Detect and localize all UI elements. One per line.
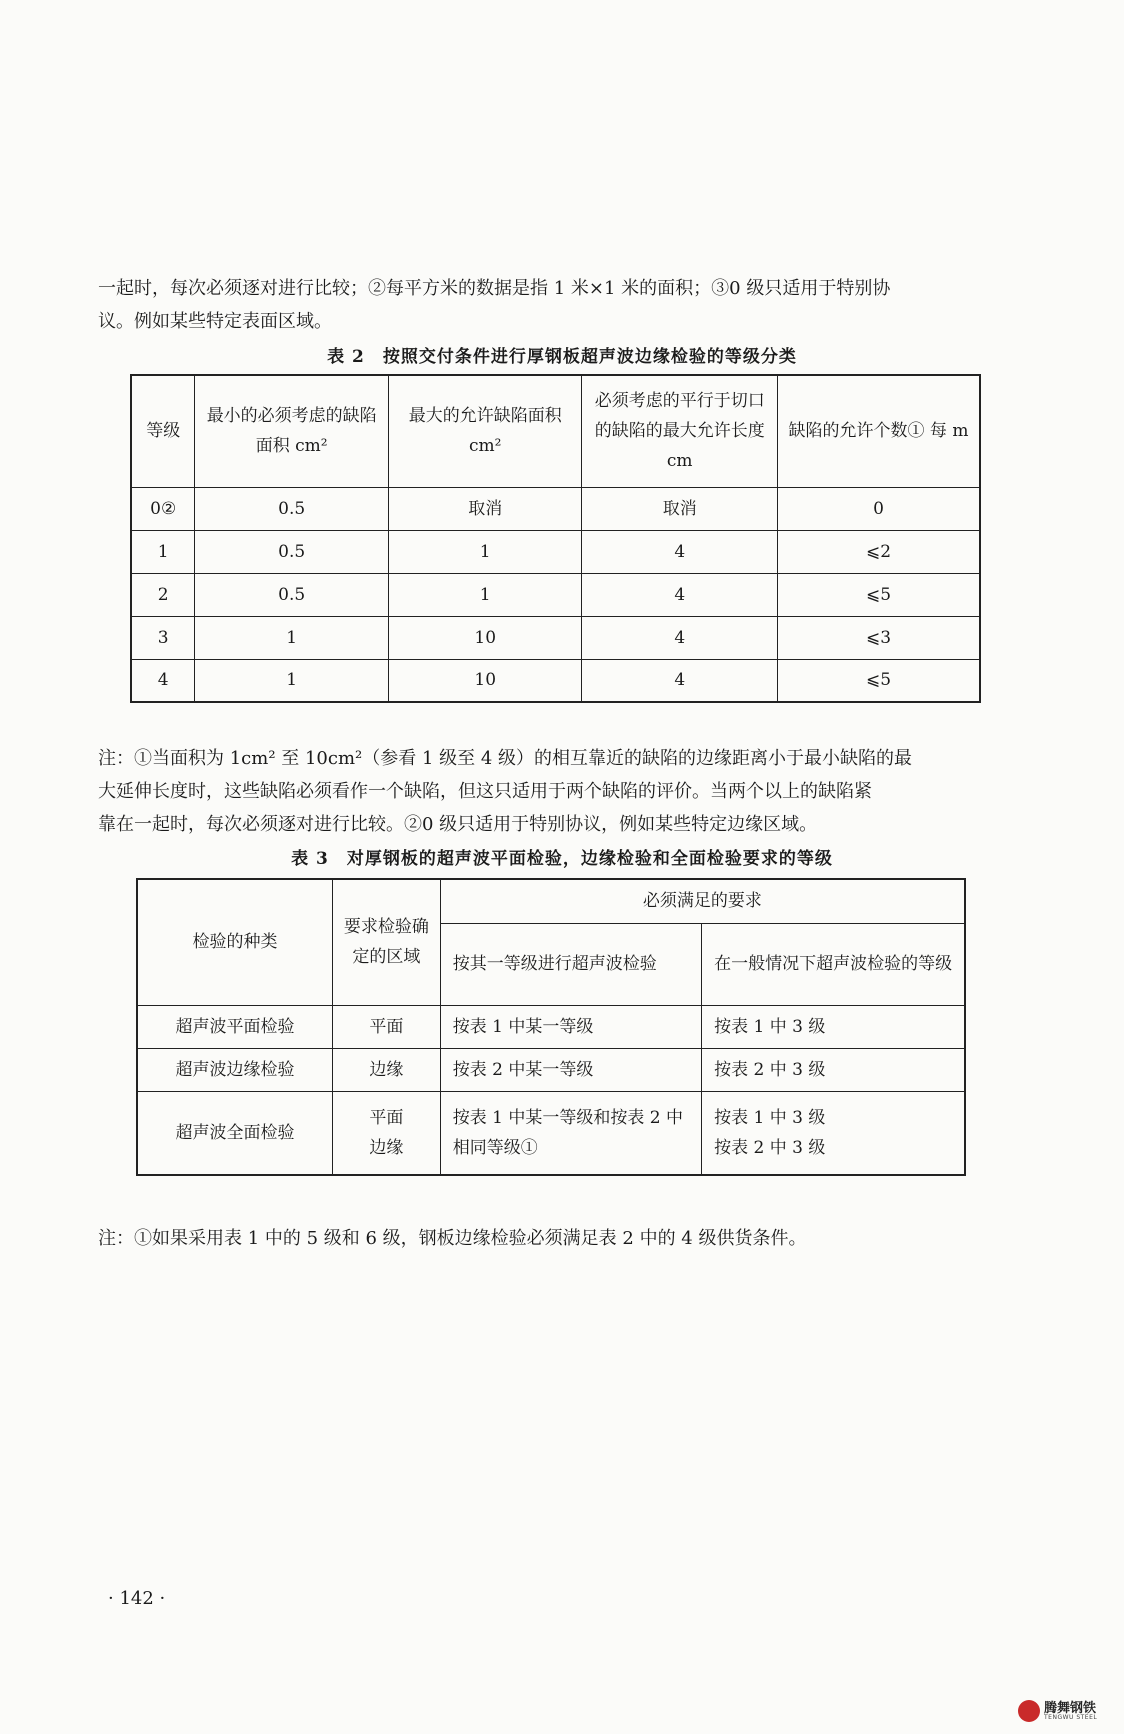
table-cell: 0 <box>777 487 980 530</box>
table-cell: ⩽3 <box>777 616 980 659</box>
table-cell: 平面 <box>333 1005 441 1048</box>
table-cell: 平面 边缘 <box>333 1091 441 1175</box>
table-row <box>137 1005 965 1048</box>
table-cell: 1 <box>131 530 195 573</box>
table-cell: ⩽5 <box>777 659 980 702</box>
table3-note: 注：①如果采用表 1 中的 5 级和 6 级，钢板边缘检验必须满足表 2 中的 4 级供货条件。 <box>98 1228 807 1249</box>
table-cell: 3 <box>131 616 195 659</box>
table-cell: 4 <box>582 530 778 573</box>
logo-icon <box>1018 1700 1040 1722</box>
table-cell: 0.5 <box>195 573 389 616</box>
table-cell: 4 <box>582 573 778 616</box>
table-cell: 按表 2 中 3 级 <box>702 1048 965 1091</box>
table3-header-zone: 要求检验确定的区域 <box>333 879 441 1005</box>
intro-paragraph <box>98 272 1023 338</box>
table3-header-row <box>137 879 965 923</box>
table-cell: 按表 2 中某一等级 <box>440 1048 701 1091</box>
table2-header-cell: 最大的允许缺陷面积 cm² <box>388 375 582 487</box>
table3-header-requirements: 必须满足的要求 <box>440 879 965 923</box>
table-row <box>131 530 980 573</box>
table2-header-cell: 等级 <box>131 375 195 487</box>
table-cell: 4 <box>131 659 195 702</box>
table-row <box>131 573 980 616</box>
intro-line-2: 议。例如某些特定表面区域。 <box>98 311 332 332</box>
table-row <box>131 487 980 530</box>
table3-header-req1: 按其一等级进行超声波检验 <box>440 923 701 1005</box>
intro-line-1: 一起时，每次必须逐对进行比较；②每平方米的数据是指 1 米×1 米的面积；③0 级只适用于特别协 <box>98 278 891 299</box>
table-cell: 10 <box>388 616 582 659</box>
table-cell: ⩽2 <box>777 530 980 573</box>
table-cell: 超声波全面检验 <box>137 1091 333 1175</box>
table2-header-cell: 必须考虑的平行于切口的缺陷的最大允许长度 cm <box>582 375 778 487</box>
table-cell: 0② <box>131 487 195 530</box>
table-cell: 0.5 <box>195 530 389 573</box>
table-cell: 1 <box>388 573 582 616</box>
table-cell: 边缘 <box>333 1048 441 1091</box>
table-cell: 超声波边缘检验 <box>137 1048 333 1091</box>
table-row <box>137 1048 965 1091</box>
table-row <box>131 616 980 659</box>
table2-note <box>98 742 1023 841</box>
table-cell: 按表 1 中某一等级 <box>440 1005 701 1048</box>
table3-header-type: 检验的种类 <box>137 879 333 1005</box>
table3-caption: 表 3 对厚钢板的超声波平面检验，边缘检验和全面检验要求的等级 <box>291 849 833 869</box>
table-cell: 10 <box>388 659 582 702</box>
table-cell: 超声波平面检验 <box>137 1005 333 1048</box>
note-line: 注：①当面积为 1cm² 至 10cm²（参看 1 级至 4 级）的相互靠近的缺陷的边缘距离小于最小缺陷的最 <box>98 748 913 769</box>
table2-caption: 表 2 按照交付条件进行厚钢板超声波边缘检验的等级分类 <box>327 347 797 367</box>
table-cell: 按表 1 中某一等级和按表 2 中相同等级① <box>440 1091 701 1175</box>
note-line: 大延伸长度时，这些缺陷必须看作一个缺陷，但这只适用于两个缺陷的评价。当两个以上的缺陷紧 <box>98 781 872 802</box>
table-cell: 2 <box>131 573 195 616</box>
note-line: 靠在一起时，每次必须逐对进行比较。②0 级只适用于特别协议，例如某些特定边缘区域。 <box>98 814 818 835</box>
table-row <box>137 1091 965 1175</box>
table-cell: 1 <box>388 530 582 573</box>
table-cell: ⩽5 <box>777 573 980 616</box>
table-cell: 0.5 <box>195 487 389 530</box>
table-cell: 1 <box>195 616 389 659</box>
table-cell: 按表 1 中 3 级 按表 2 中 3 级 <box>702 1091 965 1175</box>
table-cell: 4 <box>582 659 778 702</box>
table3 <box>136 878 966 1176</box>
table-cell: 1 <box>195 659 389 702</box>
table2-header-row <box>131 375 980 487</box>
table2-header-cell: 缺陷的允许个数① 每 m <box>777 375 980 487</box>
table-cell: 4 <box>582 616 778 659</box>
table-cell: 取消 <box>388 487 582 530</box>
logo-en: TENGWU STEEL <box>1044 1713 1098 1721</box>
table2-header-cell: 最小的必须考虑的缺陷面积 cm² <box>195 375 389 487</box>
table3-header-req2: 在一般情况下超声波检验的等级 <box>702 923 965 1005</box>
table-row <box>131 659 980 702</box>
logo-cn: 腾舞钢铁 <box>1044 1700 1097 1716</box>
table-cell: 按表 1 中 3 级 <box>702 1005 965 1048</box>
table2 <box>130 374 981 703</box>
watermark-logo <box>1018 1700 1097 1722</box>
page-number: · 142 · <box>108 1588 166 1609</box>
table-cell: 取消 <box>582 487 778 530</box>
